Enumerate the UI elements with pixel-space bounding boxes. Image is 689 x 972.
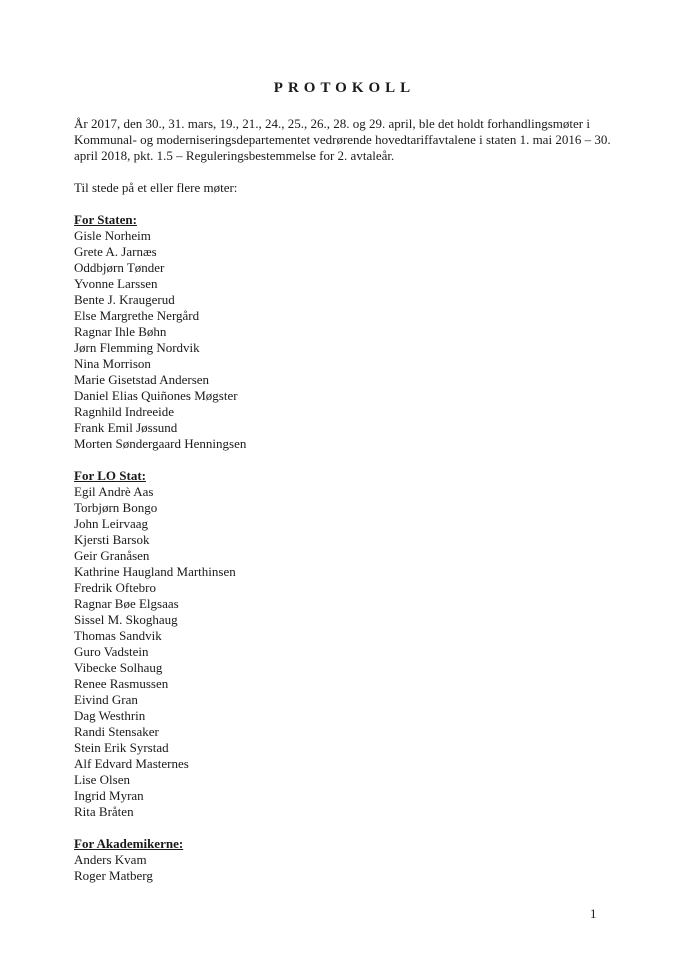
- attendee-name: John Leirvaag: [74, 516, 149, 531]
- attendee-name: Gisle Norheim: [74, 228, 151, 243]
- attendee-name: Vibecke Solhaug: [74, 660, 163, 675]
- document-title: PROTOKOLL: [273, 80, 416, 96]
- attendee-name: Alf Edvard Masternes: [74, 756, 189, 771]
- attendee-name: Stein Erik Syrstad: [74, 740, 169, 755]
- attendee-name: Frank Emil Jøssund: [74, 420, 178, 435]
- section-staten: [74, 212, 634, 452]
- attendee-name: Renee Rasmussen: [74, 676, 169, 691]
- attendee-name: Egil Andrè Aas: [74, 484, 154, 499]
- attendee-name: Thomas Sandvik: [74, 628, 162, 643]
- page-number: 1: [590, 906, 597, 921]
- attendee-name: Roger Matberg: [74, 868, 153, 883]
- attendee-name: Bente J. Kraugerud: [74, 292, 175, 307]
- attendee-name: Yvonne Larssen: [74, 276, 158, 291]
- attendee-name: Kjersti Barsok: [74, 532, 150, 547]
- attendee-name: Ragnar Ihle Bøhn: [74, 324, 167, 339]
- attendee-name: Kathrine Haugland Marthinsen: [74, 564, 236, 579]
- attendee-name: Geir Granåsen: [74, 548, 150, 563]
- section-akademikerne: [74, 836, 634, 884]
- attendee-list: [74, 484, 634, 820]
- attendee-name: Anders Kvam: [74, 852, 147, 867]
- attendee-name: Ragnhild Indreeide: [74, 404, 174, 419]
- attendee-name: Else Margrethe Nergård: [74, 308, 200, 323]
- attendee-name: Grete A. Jarnæs: [74, 244, 157, 259]
- section-lo-stat: [74, 468, 634, 820]
- attendee-name: Morten Søndergaard Henningsen: [74, 436, 247, 451]
- attendee-name: Fredrik Oftebro: [74, 580, 156, 595]
- attendee-name: Marie Gisetstad Andersen: [74, 372, 210, 387]
- attendee-name: Randi Stensaker: [74, 724, 159, 739]
- attendee-name: Daniel Elias Quiñones Møgster: [74, 388, 238, 403]
- attendee-name: Torbjørn Bongo: [74, 500, 158, 515]
- section-heading: For LO Stat:: [74, 468, 146, 483]
- attendee-name: Oddbjørn Tønder: [74, 260, 165, 275]
- attendee-name: Lise Olsen: [74, 772, 130, 787]
- intro-paragraph: År 2017, den 30., 31. mars, 19., 21., 24., 25., 26., 28. og 29. april, ble det holdt forhandlingsmøter i Kommunal- og moderniseringsdepartementet vedrørende hovedtariffavtalene i staten 1. mai 2016 – 30. april 2018, pkt. 1.5 – Reguleringsbestemmelse for 2. avtaleår.: [74, 116, 611, 163]
- attendee-name: Dag Westhrin: [74, 708, 146, 723]
- attendee-name: Nina Morrison: [74, 356, 151, 371]
- attendee-name: Eivind Gran: [74, 692, 138, 707]
- attendee-name: Ragnar Bøe Elgsaas: [74, 596, 179, 611]
- attendee-name: Jørn Flemming Nordvik: [74, 340, 200, 355]
- attendee-list: [74, 852, 634, 884]
- attendee-list: [74, 228, 634, 452]
- attendee-name: Sissel M. Skoghaug: [74, 612, 178, 627]
- present-label: Til stede på et eller flere møter:: [74, 180, 238, 195]
- section-heading: For Staten:: [74, 212, 137, 227]
- attendee-name: Guro Vadstein: [74, 644, 149, 659]
- attendee-name: Ingrid Myran: [74, 788, 144, 803]
- document-body: [74, 116, 634, 900]
- attendee-name: Rita Bråten: [74, 804, 134, 819]
- section-heading: For Akademikerne:: [74, 836, 184, 851]
